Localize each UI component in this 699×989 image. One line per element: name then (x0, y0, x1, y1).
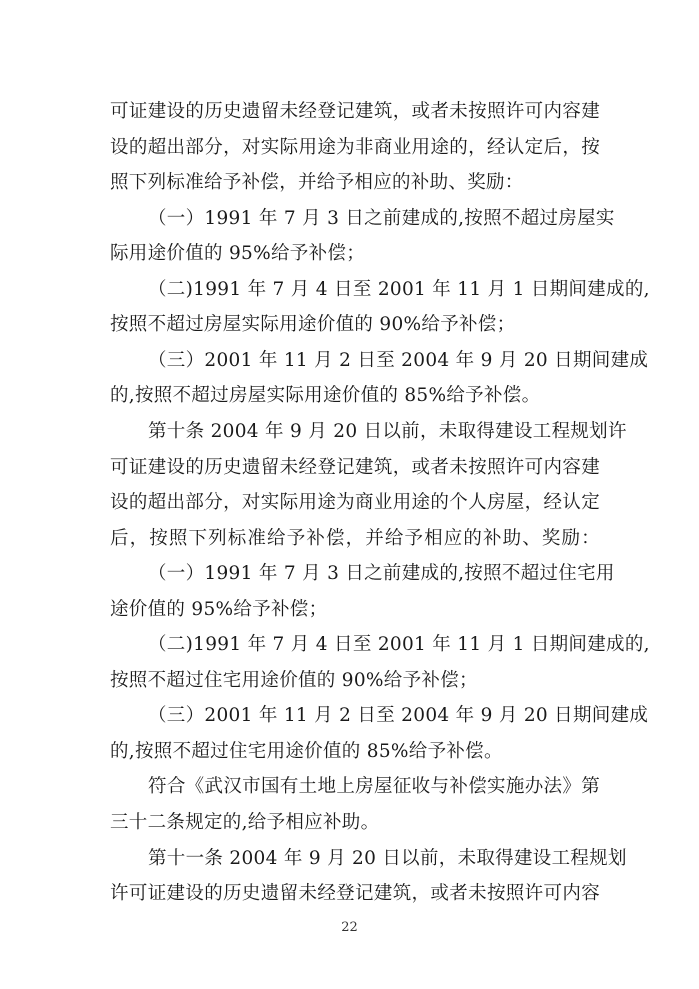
text-line: 设的超出部分，对实际用途为商业用途的个人房屋，经认定 (110, 492, 600, 513)
text-line: 途价值的 95%给予补偿； (110, 598, 328, 620)
text-line: 照下列标准给予补偿，并给予相应的补助、奖励： (110, 172, 524, 194)
text-line: 第十一条 2004 年 9 月 20 日以前，未取得建设工程规划 (148, 847, 627, 869)
text-line: （三）2001 年 11 月 2 日至 2004 年 9 月 20 日期间建成 (148, 349, 649, 371)
text-line: 后，按照下列标准给予补偿，并给予相应的补助、奖励： (110, 527, 600, 549)
text-line: 按照不超过房屋实际用途价值的 90%给予补偿； (110, 314, 516, 336)
text-line: （二)1991 年 7 月 4 日至 2001 年 11 月 1 日期间建成的, (148, 278, 650, 300)
text-line: 可证建设的历史遗留未经登记建筑，或者未按照许可内容建 (110, 101, 600, 122)
text-line: （一）1991 年 7 月 3 日之前建成的,按照不超过房屋实 (148, 207, 615, 229)
page-number: 22 (341, 920, 358, 935)
text-line: （二)1991 年 7 月 4 日至 2001 年 11 月 1 日期间建成的, (148, 634, 650, 656)
text-line: 三十二条规定的,给予相应补助。 (110, 811, 380, 833)
text-line: （三）2001 年 11 月 2 日至 2004 年 9 月 20 日期间建成 (148, 705, 649, 727)
text-line: 按照不超过住宅用途价值的 90%给予补偿； (110, 669, 478, 691)
text-line: （一）1991 年 7 月 3 日之前建成的,按照不超过住宅用 (148, 563, 615, 585)
text-line: 际用途价值的 95%给予补偿； (110, 243, 366, 265)
text-line: 第十条 2004 年 9 月 20 日以前，未取得建设工程规划许 (148, 420, 627, 442)
text-line: 许可证建设的历史遗留未经登记建筑，或者未按照许可内容 (110, 883, 600, 904)
text-line: 可证建设的历史遗留未经登记建筑，或者未按照许可内容建 (110, 456, 600, 478)
text-line: 符合《武汉市国有土地上房屋征收与补偿实施办法》第 (148, 776, 600, 798)
text-line: 的,按照不超过房屋实际用途价值的 85%给予补偿。 (110, 385, 541, 407)
text-line: 的,按照不超过住宅用途价值的 85%给予补偿。 (110, 740, 503, 762)
text-line: 设的超出部分，对实际用途为非商业用途的，经认定后，按 (110, 136, 600, 158)
